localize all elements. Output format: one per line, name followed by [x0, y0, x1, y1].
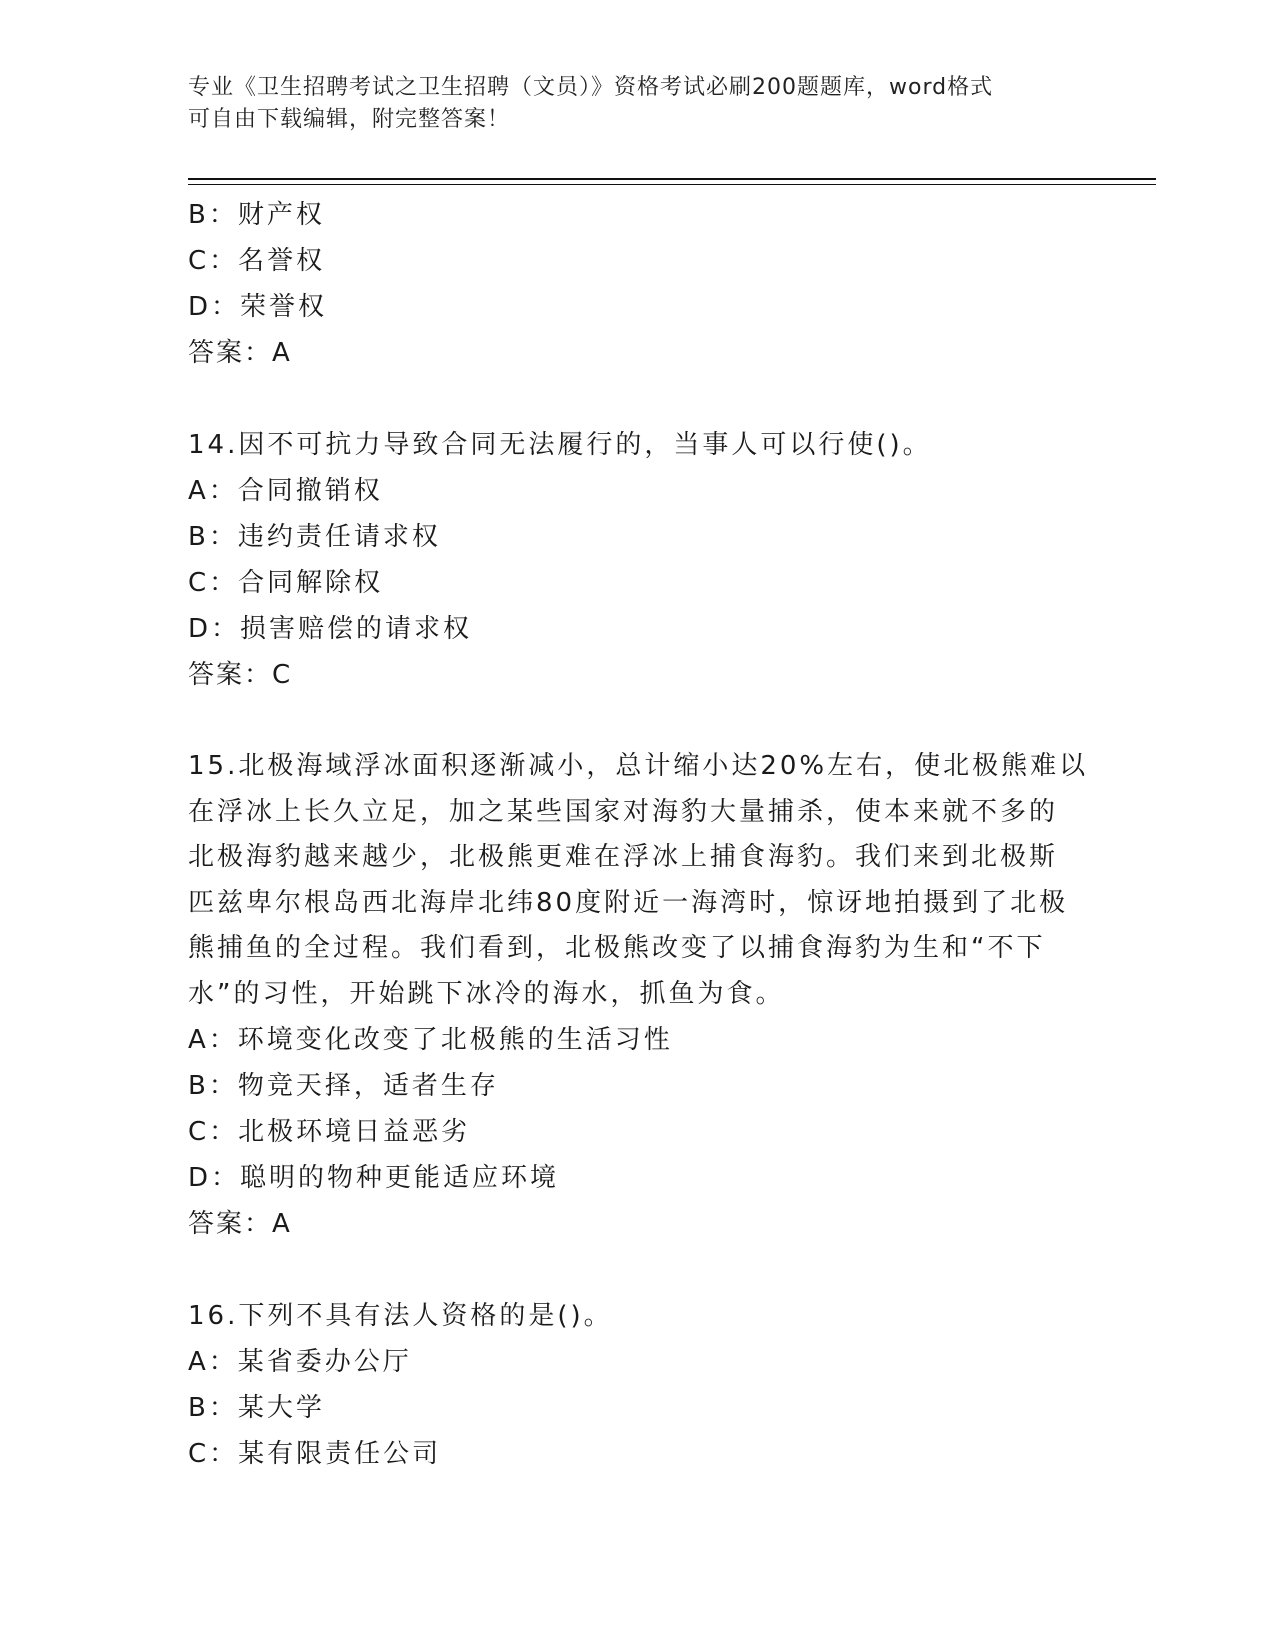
question-block-15: [188, 744, 1088, 1247]
option-d: D：损害赔偿的请求权: [188, 614, 473, 644]
question-text-line: 15.北极海域浮冰面积逐渐减小，总计缩小达20%左右，使北极熊难以: [188, 751, 1089, 781]
option-b: B：物竞天择，适者生存: [188, 1071, 499, 1101]
option-c: C：北极环境日益恶劣: [188, 1117, 471, 1147]
option-a: A：某省委办公厅: [188, 1347, 412, 1377]
question-block-14: [188, 422, 1088, 698]
option-d: D：聪明的物种更能适应环境: [188, 1163, 560, 1193]
question-text: 14.因不可抗力导致合同无法履行的，当事人可以行使()。: [188, 430, 932, 460]
question-list: [188, 192, 1088, 1477]
option-b: B：违约责任请求权: [188, 522, 441, 552]
question-text: 16.下列不具有法人资格的是()。: [188, 1301, 613, 1331]
answer-line: 答案：A: [188, 338, 292, 368]
option-a: A：合同撤销权: [188, 476, 383, 506]
header-line-2: 可自由下载编辑，附完整答案！: [188, 107, 511, 132]
header-line-1: 专业《卫生招聘考试之卫生招聘（文员）》资格考试必刷200题题库，word格式: [188, 75, 994, 100]
header-divider-thick: [188, 178, 1156, 180]
option-c: C：名誉权: [188, 246, 326, 276]
header-divider-thin: [188, 184, 1156, 185]
option-b: B：某大学: [188, 1393, 325, 1423]
question-text-line: 北极海豹越来越少，北极熊更难在浮冰上捕食海豹。我们来到北极斯: [188, 842, 1059, 872]
answer-line: 答案：C: [188, 660, 293, 690]
question-block-13: [188, 192, 1088, 376]
question-text-line: 匹兹卑尔根岛西北海岸北纬80度附近一海湾时，惊讶地拍摄到了北极: [188, 887, 1069, 918]
option-c: C：某有限责任公司: [188, 1439, 442, 1469]
option-a: A：环境变化改变了北极熊的生活习性: [188, 1025, 673, 1055]
option-b: B：财产权: [188, 200, 325, 230]
option-d: D：荣誉权: [188, 292, 328, 322]
option-c: C：合同解除权: [188, 568, 384, 598]
question-text-line: 水”的习性，开始跳下冰冷的海水，抓鱼为食。: [188, 978, 785, 1009]
document-header: [188, 72, 1088, 136]
question-text-line: 熊捕鱼的全过程。我们看到，北极熊改变了以捕食海豹为生和“不下: [188, 933, 1046, 963]
answer-line: 答案：A: [188, 1209, 292, 1239]
question-block-16: [188, 1293, 1088, 1477]
question-text: [188, 744, 1088, 1017]
question-text-line: 在浮冰上长久立足，加之某些国家对海豹大量捕杀，使本来就不多的: [188, 796, 1059, 827]
